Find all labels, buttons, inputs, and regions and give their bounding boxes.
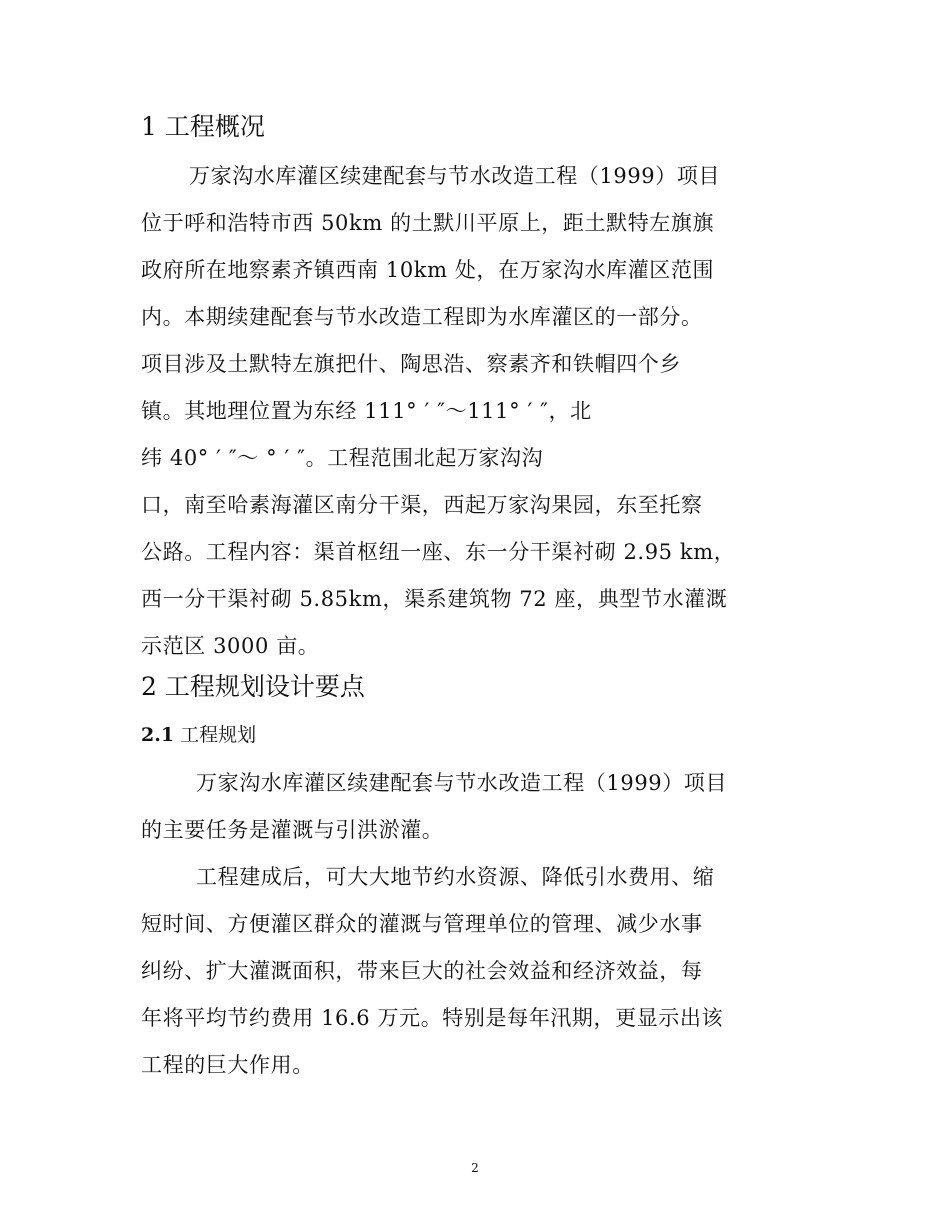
paragraph-line: 镇。其地理位置为东经 111° ′ ″～111° ′ ″，北 [141, 399, 592, 423]
paragraph-line: 工程建成后，可大大地节约水资源、降低引水费用、缩 [196, 865, 715, 889]
paragraph-line: 万家沟水库灌区续建配套与节水改造工程（1999）项目 [189, 164, 721, 188]
paragraph-line: 纬 40° ′ ″～ ° ′ ″。工程范围北起万家沟沟 [141, 446, 544, 470]
paragraph-line: 口，南至哈素海灌区南分干渠，西起万家沟果园，东至托察 [141, 493, 703, 517]
paragraph-line: 年将平均节约费用 16.6 万元。特别是每年汛期，更显示出该 [141, 1006, 724, 1030]
paragraph-line: 示范区 3000 亩。 [141, 634, 320, 658]
subsection-title: 工程规划 [180, 724, 257, 746]
paragraph-line: 纠纷、扩大灌溉面积，带来巨大的社会效益和经济效益，每 [141, 959, 703, 983]
paragraph-line: 公路。工程内容：渠首枢纽一座、东一分干渠衬砌 2.95 km， [141, 540, 736, 564]
paragraph-line: 万家沟水库灌区续建配套与节水改造工程（1999）项目 [196, 771, 728, 795]
paragraph-line: 短时间、方便灌区群众的灌溉与管理单位的管理、减少水事 [141, 912, 703, 936]
paragraph-line: 西一分干渠衬砌 5.85km，渠系建筑物 72 座，典型节水灌溉 [141, 587, 728, 611]
paragraph-line: 的主要任务是灌溉与引洪淤灌。 [141, 818, 444, 842]
section-2-heading: 2 工程规划设计要点 [141, 672, 365, 701]
page-number: 2 [471, 1161, 479, 1175]
paragraph-line: 工程的巨大作用。 [141, 1053, 314, 1077]
section-1-heading: 1 工程概况 [141, 112, 265, 141]
paragraph-line: 项目涉及土默特左旗把什、陶思浩、察素齐和铁帽四个乡 [141, 352, 681, 376]
subsection-number: 2.1 [141, 724, 175, 746]
subsection-2-1-heading [141, 720, 256, 750]
paragraph-line: 政府所在地察素齐镇西南 10km 处，在万家沟水库灌区范围 [141, 258, 715, 282]
paragraph-line: 位于呼和浩特市西 50km 的土默川平原上，距土默特左旗旗 [141, 211, 715, 235]
paragraph-line: 内。本期续建配套与节水改造工程即为水库灌区的一部分。 [141, 305, 703, 329]
